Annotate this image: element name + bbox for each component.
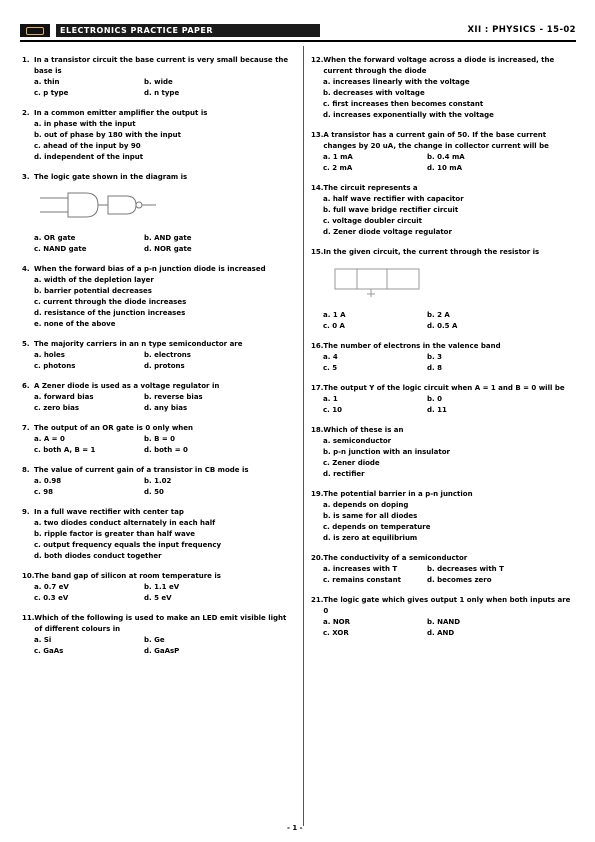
answer-option: c. Zener diode — [323, 459, 380, 467]
answer-option: d. protons — [144, 362, 185, 370]
question-number: 6. — [22, 382, 30, 390]
answer-option: c. p type — [34, 89, 69, 97]
answer-option: c. both A, B = 1 — [34, 446, 96, 454]
question — [22, 55, 292, 99]
question — [311, 553, 575, 586]
answer-option: b. is same for all diodes — [323, 512, 418, 520]
answer-option: c. NAND gate — [34, 245, 87, 253]
question-text: The conductivity of a semiconductor — [323, 554, 468, 562]
question-stem — [311, 383, 575, 394]
question-number: 16. — [311, 342, 324, 350]
question-text: Which of these is an — [323, 426, 404, 434]
question — [22, 108, 292, 163]
question-stem — [22, 264, 292, 275]
answer-option: a. width of the depletion layer — [34, 276, 154, 284]
question-number: 3. — [22, 173, 30, 181]
question-text: The majority carriers in an n type semiconductor are — [34, 340, 243, 348]
question-text: Which of the following is used to make an LED emit visible light of different colours in — [34, 614, 287, 633]
answer-option: b. AND gate — [144, 234, 192, 242]
answer-option: a. increases with T — [323, 565, 398, 573]
option-list — [323, 436, 575, 480]
question-number: 7. — [22, 424, 30, 432]
answer-option: c. ahead of the input by 90 — [34, 142, 141, 150]
answer-option: b. 0 — [427, 395, 442, 403]
option-list — [34, 518, 292, 562]
answer-option: b. decreases with voltage — [323, 89, 425, 97]
question-text: When the forward voltage across a diode is increased, the current through the diode — [323, 56, 555, 75]
question-text: The logic gate shown in the diagram is — [34, 173, 188, 181]
question-number: 18. — [311, 426, 324, 434]
question-number: 10. — [22, 572, 35, 580]
answer-option: d. 0.5 A — [427, 322, 458, 330]
option-list — [34, 635, 292, 657]
answer-option: c. first increases then becomes constant — [323, 100, 484, 108]
question — [311, 341, 575, 374]
answer-option: d. GaAsP — [144, 647, 180, 655]
question-number: 2. — [22, 109, 30, 117]
question-stem — [311, 55, 575, 77]
page-header — [20, 24, 576, 38]
question-text: A transistor has a current gain of 50. If the base current changes by 20 uA, the change in collector current will be — [323, 131, 549, 150]
answer-option: c. voltage doubler circuit — [323, 217, 423, 225]
right-column — [311, 55, 575, 648]
answer-option: c. 10 — [323, 406, 342, 414]
question-text: The circuit represents a — [323, 184, 418, 192]
question — [311, 425, 575, 480]
answer-option: b. barrier potential decreases — [34, 287, 152, 295]
column-divider — [303, 46, 304, 826]
answer-option: b. 0.4 mA — [427, 153, 465, 161]
question-text: The band gap of silicon at room temperature is — [34, 572, 221, 580]
question-number: 14. — [311, 184, 324, 192]
answer-option: d. rectifier — [323, 470, 365, 478]
option-list — [323, 564, 575, 586]
answer-option: b. electrons — [144, 351, 191, 359]
answer-option: d. increases exponentially with the voltage — [323, 111, 494, 119]
answer-option: b. 1.1 eV — [144, 583, 180, 591]
question-number: 11. — [22, 614, 35, 622]
answer-option: b. NAND — [427, 618, 461, 626]
question-stem — [311, 553, 575, 564]
question — [311, 383, 575, 416]
option-list — [34, 582, 292, 604]
logo — [20, 24, 50, 37]
question-number: 13. — [311, 131, 324, 139]
question — [311, 247, 575, 332]
question-text: The number of electrons in the valence band — [323, 342, 501, 350]
answer-option: a. two diodes conduct alternately in each half — [34, 519, 216, 527]
answer-option: d. AND — [427, 629, 455, 637]
answer-option: c. zero bias — [34, 404, 80, 412]
question — [311, 489, 575, 544]
question-text: When the forward bias of a p-n junction diode is increased — [34, 265, 266, 273]
answer-option: c. 0 A — [323, 322, 345, 330]
answer-option: c. XOR — [323, 629, 349, 637]
answer-option: d. is zero at equilibrium — [323, 534, 418, 542]
question-stem — [22, 172, 292, 183]
question — [311, 183, 575, 238]
question-text: In a full wave rectifier with center tap — [34, 508, 184, 516]
answer-option: c. GaAs — [34, 647, 64, 655]
answer-option: d. becomes zero — [427, 576, 492, 584]
question — [311, 130, 575, 174]
question-number: 1. — [22, 56, 30, 64]
question-text: The value of current gain of a transistor in CB mode is — [34, 466, 249, 474]
question-text: In a common emitter amplifier the output is — [34, 109, 208, 117]
answer-option: a. half wave rectifier with capacitor — [323, 195, 464, 203]
answer-option: d. n type — [144, 89, 180, 97]
question — [311, 595, 575, 639]
answer-option: d. any bias — [144, 404, 188, 412]
question-stem — [22, 465, 292, 476]
answer-option: d. 11 — [427, 406, 447, 414]
question — [22, 613, 292, 657]
question — [22, 465, 292, 498]
option-list — [34, 392, 292, 414]
answer-option: a. in phase with the input — [34, 120, 136, 128]
question-stem — [311, 595, 575, 617]
option-list — [34, 275, 292, 330]
answer-option: b. full wave bridge rectifier circuit — [323, 206, 459, 214]
question-number: 20. — [311, 554, 324, 562]
answer-option: a. A = 0 — [34, 435, 65, 443]
option-list — [323, 500, 575, 544]
question-stem — [311, 183, 575, 194]
option-list — [323, 352, 575, 374]
answer-option: b. wide — [144, 78, 173, 86]
answer-option: a. semiconductor — [323, 437, 392, 445]
answer-option: b. 2 A — [427, 311, 450, 319]
answer-option: a. 1 mA — [323, 153, 353, 161]
option-list — [34, 77, 292, 99]
question-stem — [22, 423, 292, 434]
answer-option: b. reverse bias — [144, 393, 203, 401]
question — [22, 507, 292, 562]
option-list — [34, 350, 292, 372]
answer-option: c. 2 mA — [323, 164, 353, 172]
answer-option: c. output frequency equals the input frequency — [34, 541, 222, 549]
answer-option: a. forward bias — [34, 393, 94, 401]
question-stem — [22, 108, 292, 119]
option-list — [323, 77, 575, 121]
option-list — [323, 310, 575, 332]
answer-option: a. increases linearly with the voltage — [323, 78, 470, 86]
answer-option: c. 0.3 eV — [34, 594, 69, 602]
answer-option: b. out of phase by 180 with the input — [34, 131, 181, 139]
option-list — [34, 233, 292, 255]
answer-option: c. current through the diode increases — [34, 298, 187, 306]
question-number: 5. — [22, 340, 30, 348]
question-number: 4. — [22, 265, 30, 273]
answer-option: a. 0.98 — [34, 477, 62, 485]
answer-option: d. resistance of the junction increases — [34, 309, 186, 317]
answer-option: d. both = 0 — [144, 446, 188, 454]
answer-option: a. NOR — [323, 618, 351, 626]
answer-option: c. remains constant — [323, 576, 401, 584]
question-number: 19. — [311, 490, 324, 498]
answer-option: d. 5 eV — [144, 594, 172, 602]
circuit-diagram — [327, 263, 575, 303]
answer-option: c. depends on temperature — [323, 523, 431, 531]
header-rule — [20, 40, 576, 42]
question-stem — [22, 613, 292, 635]
answer-option: a. depends on doping — [323, 501, 409, 509]
question — [22, 381, 292, 414]
question — [311, 55, 575, 121]
answer-option: d. both diodes conduct together — [34, 552, 162, 560]
answer-option: a. 4 — [323, 353, 338, 361]
question-number: 17. — [311, 384, 324, 392]
logic-gate-diagram — [38, 188, 292, 226]
question-stem — [22, 339, 292, 350]
answer-option: c. 5 — [323, 364, 338, 372]
option-list — [323, 194, 575, 238]
answer-option: b. 3 — [427, 353, 442, 361]
answer-option: a. holes — [34, 351, 65, 359]
question-stem — [311, 425, 575, 436]
question — [22, 423, 292, 456]
question-number: 21. — [311, 596, 324, 604]
question-number: 8. — [22, 466, 30, 474]
answer-option: b. B = 0 — [144, 435, 176, 443]
question-text: In a transistor circuit the base current is very small because the base is — [34, 56, 289, 75]
question-stem — [22, 381, 292, 392]
question-text: The output of an OR gate is 0 only when — [34, 424, 194, 432]
option-list — [323, 152, 575, 174]
question — [22, 264, 292, 330]
question-number: 12. — [311, 56, 324, 64]
question-stem — [22, 55, 292, 77]
question-number: 15. — [311, 248, 324, 256]
option-list — [34, 434, 292, 456]
answer-option: a. 1 A — [323, 311, 346, 319]
answer-option: d. 8 — [427, 364, 442, 372]
question-text: A Zener diode is used as a voltage regulator in — [34, 382, 220, 390]
answer-option: c. photons — [34, 362, 76, 370]
answer-option: c. 98 — [34, 488, 53, 496]
question — [22, 339, 292, 372]
answer-option: b. 1.02 — [144, 477, 172, 485]
answer-option: a. thin — [34, 78, 60, 86]
header-title: ELECTRONICS PRACTICE PAPER — [56, 24, 320, 37]
question-text: In the given circuit, the current through the resistor is — [323, 248, 540, 256]
option-list — [34, 476, 292, 498]
option-list — [323, 617, 575, 639]
answer-option: b. ripple factor is greater than half wave — [34, 530, 196, 538]
page-number: - 1 - — [287, 824, 303, 832]
question-number: 9. — [22, 508, 30, 516]
left-column — [22, 55, 292, 666]
question-stem — [311, 489, 575, 500]
answer-option: a. Si — [34, 636, 52, 644]
answer-option: d. NOR gate — [144, 245, 192, 253]
question-stem — [311, 341, 575, 352]
answer-option: b. decreases with T — [427, 565, 504, 573]
option-list — [34, 119, 292, 163]
question-stem — [22, 571, 292, 582]
answer-option: b. p-n junction with an insulator — [323, 448, 450, 456]
answer-option: e. none of the above — [34, 320, 116, 328]
header-subject-code: XII : PHYSICS - 15-02 — [467, 25, 576, 35]
answer-option: d. 10 mA — [427, 164, 462, 172]
question-text: The logic gate which gives output 1 only when both inputs are 0 — [323, 596, 571, 615]
answer-option: a. OR gate — [34, 234, 76, 242]
question — [22, 571, 292, 604]
answer-option: d. Zener diode voltage regulator — [323, 228, 452, 236]
question-stem — [311, 247, 575, 258]
question-text: The output Y of the logic circuit when A = 1 and B = 0 will be — [323, 384, 565, 392]
answer-option: d. 50 — [144, 488, 164, 496]
answer-option: a. 1 — [323, 395, 338, 403]
question — [22, 172, 292, 255]
question-stem — [22, 507, 292, 518]
question-stem — [311, 130, 575, 152]
question-text: The potential barrier in a p-n junction — [323, 490, 473, 498]
answer-option: b. Ge — [144, 636, 165, 644]
answer-option: d. independent of the input — [34, 153, 144, 161]
answer-option: a. 0.7 eV — [34, 583, 69, 591]
option-list — [323, 394, 575, 416]
